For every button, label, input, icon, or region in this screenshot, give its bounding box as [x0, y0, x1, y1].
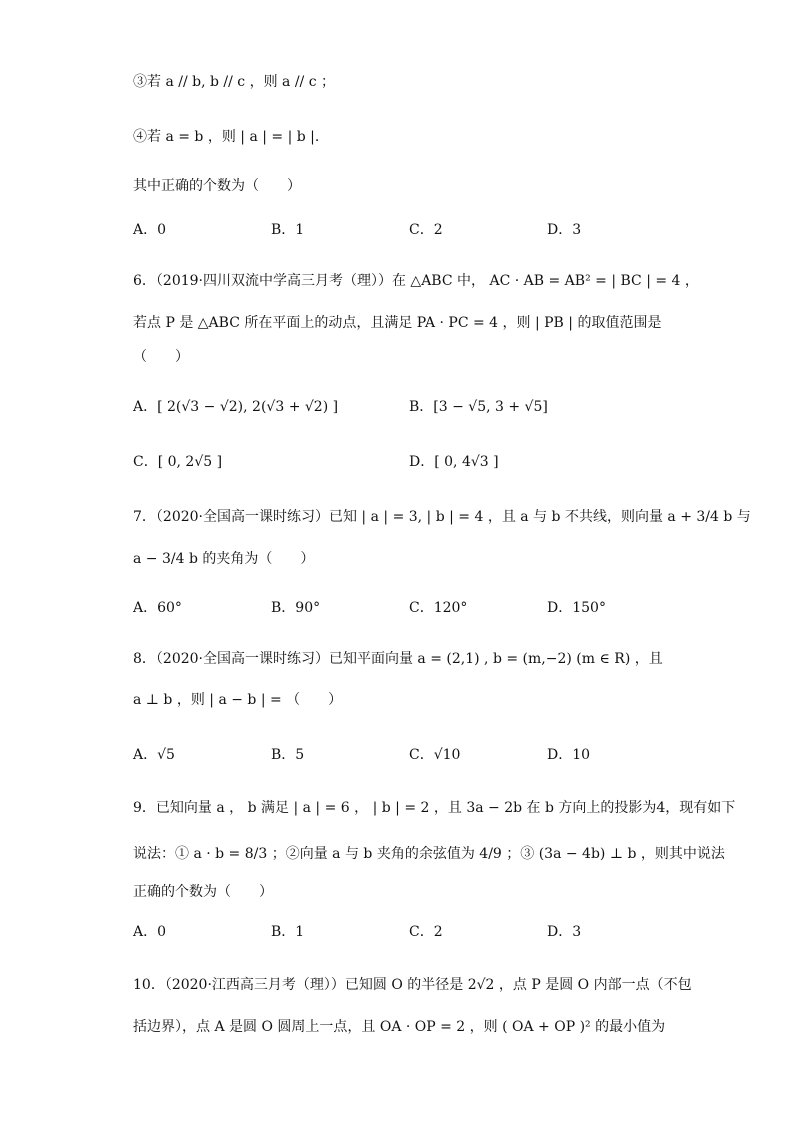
q5-option-d: D．3 — [547, 222, 582, 238]
question-prompt: 其中正确的个数为（ ） — [133, 178, 301, 194]
q8-stem-line2: a ⊥ b ，则 | a − b | = （ ） — [133, 692, 343, 708]
q8-option-d: D．10 — [547, 747, 591, 763]
q6-option-d: D．[ 0, 4√3 ] — [409, 454, 499, 470]
q7-option-c: C．120° — [409, 600, 468, 616]
q9-stem-line3: 正确的个数为（ ） — [133, 884, 273, 900]
q5-option-a: A．0 — [133, 222, 167, 238]
q7-option-d: D．150° — [547, 600, 606, 616]
q7-stem-line2: a − 3/4 b 的夹角为（ ） — [133, 551, 315, 567]
q8-option-c: C．√10 — [409, 747, 461, 763]
q9-stem-line2: 说法：① a · b = 8/3 ；②向量 a 与 b 夹角的余弦值为 4/9 ；③ (3a − 4b) ⊥ b ，则其中说法 — [133, 846, 725, 862]
q5-option-c: C．2 — [409, 222, 443, 238]
q6-option-c: C．[ 0, 2√5 ] — [133, 454, 223, 470]
q10-stem-line1: 10．（2020·江西高三月考（理））已知圆 O 的半径是 2√2 ，点 P 是圆 O 内部一点（不包 — [133, 977, 692, 993]
q6-stem-line3: （ ） — [133, 349, 189, 365]
q9-option-d: D．3 — [547, 924, 582, 940]
q7-option-b: B．90° — [271, 600, 321, 616]
q6-option-b: B．[3 − √5, 3 + √5] — [409, 399, 548, 415]
statement-3: ③若 a // b, b // c ，则 a // c ； — [133, 74, 336, 90]
q9-option-c: C．2 — [409, 924, 443, 940]
q8-option-b: B．5 — [271, 747, 305, 763]
q5-option-b: B．1 — [271, 222, 305, 238]
q6-stem-line2: 若点 P 是 △ABC 所在平面上的动点，且满足 PA · PC = 4 ，则 | PB | 的取值范围是 — [133, 315, 662, 331]
q9-option-a: A．0 — [133, 924, 167, 940]
statement-4: ④若 a = b ，则 | a | = | b |. — [133, 129, 320, 145]
q10-stem-line2: 括边界），点 A 是圆 O 圆周上一点，且 OA · OP = 2 ，则 ( OA + OP )² 的最小值为 — [133, 1019, 666, 1035]
q6-stem-line1: 6．（2019·四川双流中学高三月考（理））在 △ABC 中， AC · AB = AB² = | BC | = 4 ， — [133, 273, 699, 289]
q7-option-a: A．60° — [133, 600, 182, 616]
q8-option-a: A．√5 — [133, 747, 175, 763]
q6-option-a: A．[ 2(√3 − √2), 2(√3 + √2) ] — [133, 399, 339, 415]
q9-stem-line1: 9．已知向量 a ， b 满足 | a | = 6 ， | b | = 2 ，且 3a − 2b 在 b 方向上的投影为4，现有如下 — [133, 800, 736, 816]
q9-option-b: B．1 — [271, 924, 305, 940]
q7-stem-line1: 7．（2020·全国高一课时练习）已知 | a | = 3, | b | = 4 ，且 a 与 b 不共线，则向量 a + 3/4 b 与 — [133, 509, 751, 525]
q8-stem-line1: 8．（2020·全国高一课时练习）已知平面向量 a = (2,1) , b = (m,−2) (m ∈ R) ，且 — [133, 651, 663, 667]
